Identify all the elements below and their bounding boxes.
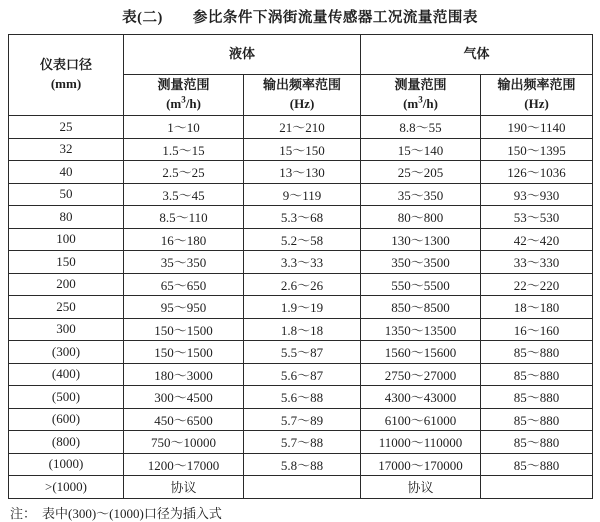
freq-range-unit: (Hz) xyxy=(289,96,315,111)
table-cell: 1560～15600 xyxy=(361,341,481,364)
table-row xyxy=(9,386,593,409)
table-row xyxy=(9,431,593,454)
table-cell: 850～8500 xyxy=(361,296,481,319)
header-gas-freq-range xyxy=(481,75,593,116)
table-cell: 50 xyxy=(9,183,124,206)
table-cell: (300) xyxy=(9,341,124,364)
header-liquid-freq-range xyxy=(244,75,361,116)
header-diameter-unit: (mm) xyxy=(50,76,82,91)
cubic-superscript: 3 xyxy=(181,94,186,105)
table-cell: 100 xyxy=(9,228,124,251)
table-cell: 130～1300 xyxy=(361,228,481,251)
table-cell: 协议 xyxy=(124,476,244,499)
table-number-label: 表(二) xyxy=(122,10,163,26)
table-cell: 190～1140 xyxy=(481,116,593,139)
table-row xyxy=(9,453,593,476)
table-cell: 350～3500 xyxy=(361,251,481,274)
table-cell: 5.3～68 xyxy=(244,206,361,229)
table-cell: 15～140 xyxy=(361,138,481,161)
table-cell: 3.5～45 xyxy=(124,183,244,206)
table-cell: 42～420 xyxy=(481,228,593,251)
table-cell: (500) xyxy=(9,386,124,409)
table-cell: 2.5～25 xyxy=(124,161,244,184)
table-cell: 95～950 xyxy=(124,296,244,319)
table-cell: 33～330 xyxy=(481,251,593,274)
table-cell: 150 xyxy=(9,251,124,274)
table-cell: 35～350 xyxy=(361,183,481,206)
table-cell: 53～530 xyxy=(481,206,593,229)
table-cell xyxy=(481,476,593,499)
table-cell: 85～880 xyxy=(481,341,593,364)
table-cell: 25 xyxy=(9,116,124,139)
table-cell: 85～880 xyxy=(481,363,593,386)
table-title-text: 参比条件下涡街流量传感器工况流量范围表 xyxy=(192,10,478,26)
table-row xyxy=(9,363,593,386)
header-gas-measure-range xyxy=(361,75,481,116)
table-cell: 550～5500 xyxy=(361,273,481,296)
table-cell: 80～800 xyxy=(361,206,481,229)
header-diameter xyxy=(9,35,124,116)
table-row xyxy=(9,318,593,341)
table-cell: (800) xyxy=(9,431,124,454)
table-cell: 11000～110000 xyxy=(361,431,481,454)
table-cell: 8.8～55 xyxy=(361,116,481,139)
table-cell: (400) xyxy=(9,363,124,386)
measure-range-unit: $(m^3/h)$ xyxy=(403,94,438,111)
table-cell: 5.7～88 xyxy=(244,431,361,454)
table-cell: 300 xyxy=(9,318,124,341)
table-cell: 16～160 xyxy=(481,318,593,341)
table-cell: 126～1036 xyxy=(481,161,593,184)
table-cell: 25～205 xyxy=(361,161,481,184)
table-cell: 6100～61000 xyxy=(361,408,481,431)
table-cell: 85～880 xyxy=(481,408,593,431)
table-cell: 2750～27000 xyxy=(361,363,481,386)
table-cell: 1.8～18 xyxy=(244,318,361,341)
table-cell: 8.5～110 xyxy=(124,206,244,229)
table-cell: 1.5～15 xyxy=(124,138,244,161)
table-cell: 协议 xyxy=(361,476,481,499)
table-cell: 5.2～58 xyxy=(244,228,361,251)
table-cell: 9～119 xyxy=(244,183,361,206)
table-cell: 85～880 xyxy=(481,431,593,454)
table-row xyxy=(9,183,593,206)
table-cell: 93～930 xyxy=(481,183,593,206)
table-cell: 35～350 xyxy=(124,251,244,274)
table-row xyxy=(9,206,593,229)
measure-range-unit: $(m^3/h)$ xyxy=(166,94,201,111)
table-cell: 5.8～88 xyxy=(244,453,361,476)
table-cell xyxy=(244,476,361,499)
table-row xyxy=(9,476,593,499)
table-cell: >(1000) xyxy=(9,476,124,499)
table-cell: 15～150 xyxy=(244,138,361,161)
table-cell: 5.5～87 xyxy=(244,341,361,364)
table-cell: 18～180 xyxy=(481,296,593,319)
table-cell: 5.6～87 xyxy=(244,363,361,386)
header-group-liquid: 液体 xyxy=(124,35,361,75)
table-cell: 4300～43000 xyxy=(361,386,481,409)
table-cell: 1.9～19 xyxy=(244,296,361,319)
table-cell: 17000～170000 xyxy=(361,453,481,476)
page-title xyxy=(0,0,600,27)
table-cell: 85～880 xyxy=(481,386,593,409)
table-cell: 300～4500 xyxy=(124,386,244,409)
table-cell: 40 xyxy=(9,161,124,184)
table-cell: 180～3000 xyxy=(124,363,244,386)
table-row xyxy=(9,408,593,431)
table-cell: 2.6～26 xyxy=(244,273,361,296)
table-cell: 13～130 xyxy=(244,161,361,184)
table-cell: 150～1500 xyxy=(124,318,244,341)
table-cell: 250 xyxy=(9,296,124,319)
freq-range-label: 输出频率范围 xyxy=(263,77,342,93)
table-cell: (600) xyxy=(9,408,124,431)
table-cell: 1350～13500 xyxy=(361,318,481,341)
table-cell: 150～1395 xyxy=(481,138,593,161)
table-cell: 5.7～89 xyxy=(244,408,361,431)
table-row xyxy=(9,228,593,251)
table-row xyxy=(9,251,593,274)
table-row xyxy=(9,138,593,161)
header-group-gas: 气体 xyxy=(361,35,593,75)
table-row xyxy=(9,273,593,296)
table-cell: 1200～17000 xyxy=(124,453,244,476)
table-cell: 3.3～33 xyxy=(244,251,361,274)
table-row xyxy=(9,116,593,139)
table-cell: (1000) xyxy=(9,453,124,476)
header-liquid-measure-range xyxy=(124,75,244,116)
table-cell: 32 xyxy=(9,138,124,161)
header-group-row xyxy=(9,35,593,75)
freq-range-unit: (Hz) xyxy=(524,96,549,111)
table-cell: 16～180 xyxy=(124,228,244,251)
footnote-label: 注： xyxy=(10,505,37,521)
table-cell: 750～10000 xyxy=(124,431,244,454)
table-cell: 80 xyxy=(9,206,124,229)
table-header xyxy=(9,35,593,116)
table-cell: 65～650 xyxy=(124,273,244,296)
table-cell: 200 xyxy=(9,273,124,296)
flow-range-table xyxy=(8,34,593,499)
table-cell: 450～6500 xyxy=(124,408,244,431)
header-diameter-label: 仪表口径 xyxy=(39,57,92,73)
table-cell: 21～210 xyxy=(244,116,361,139)
table-cell: 5.6～88 xyxy=(244,386,361,409)
footnote xyxy=(10,503,600,522)
table-cell: 85～880 xyxy=(481,453,593,476)
table-body xyxy=(9,116,593,499)
table-row xyxy=(9,161,593,184)
table-cell: 150～1500 xyxy=(124,341,244,364)
table-cell: 1～10 xyxy=(124,116,244,139)
footnote-text: 表中(300)～(1000)口径为插入式 xyxy=(42,505,222,521)
table-row xyxy=(9,296,593,319)
cubic-superscript: 3 xyxy=(418,94,423,105)
table-cell: 22～220 xyxy=(481,273,593,296)
measure-range-label: 测量范围 xyxy=(394,77,447,93)
table-row xyxy=(9,341,593,364)
freq-range-label: 输出频率范围 xyxy=(497,77,576,93)
measure-range-label: 测量范围 xyxy=(157,77,210,93)
